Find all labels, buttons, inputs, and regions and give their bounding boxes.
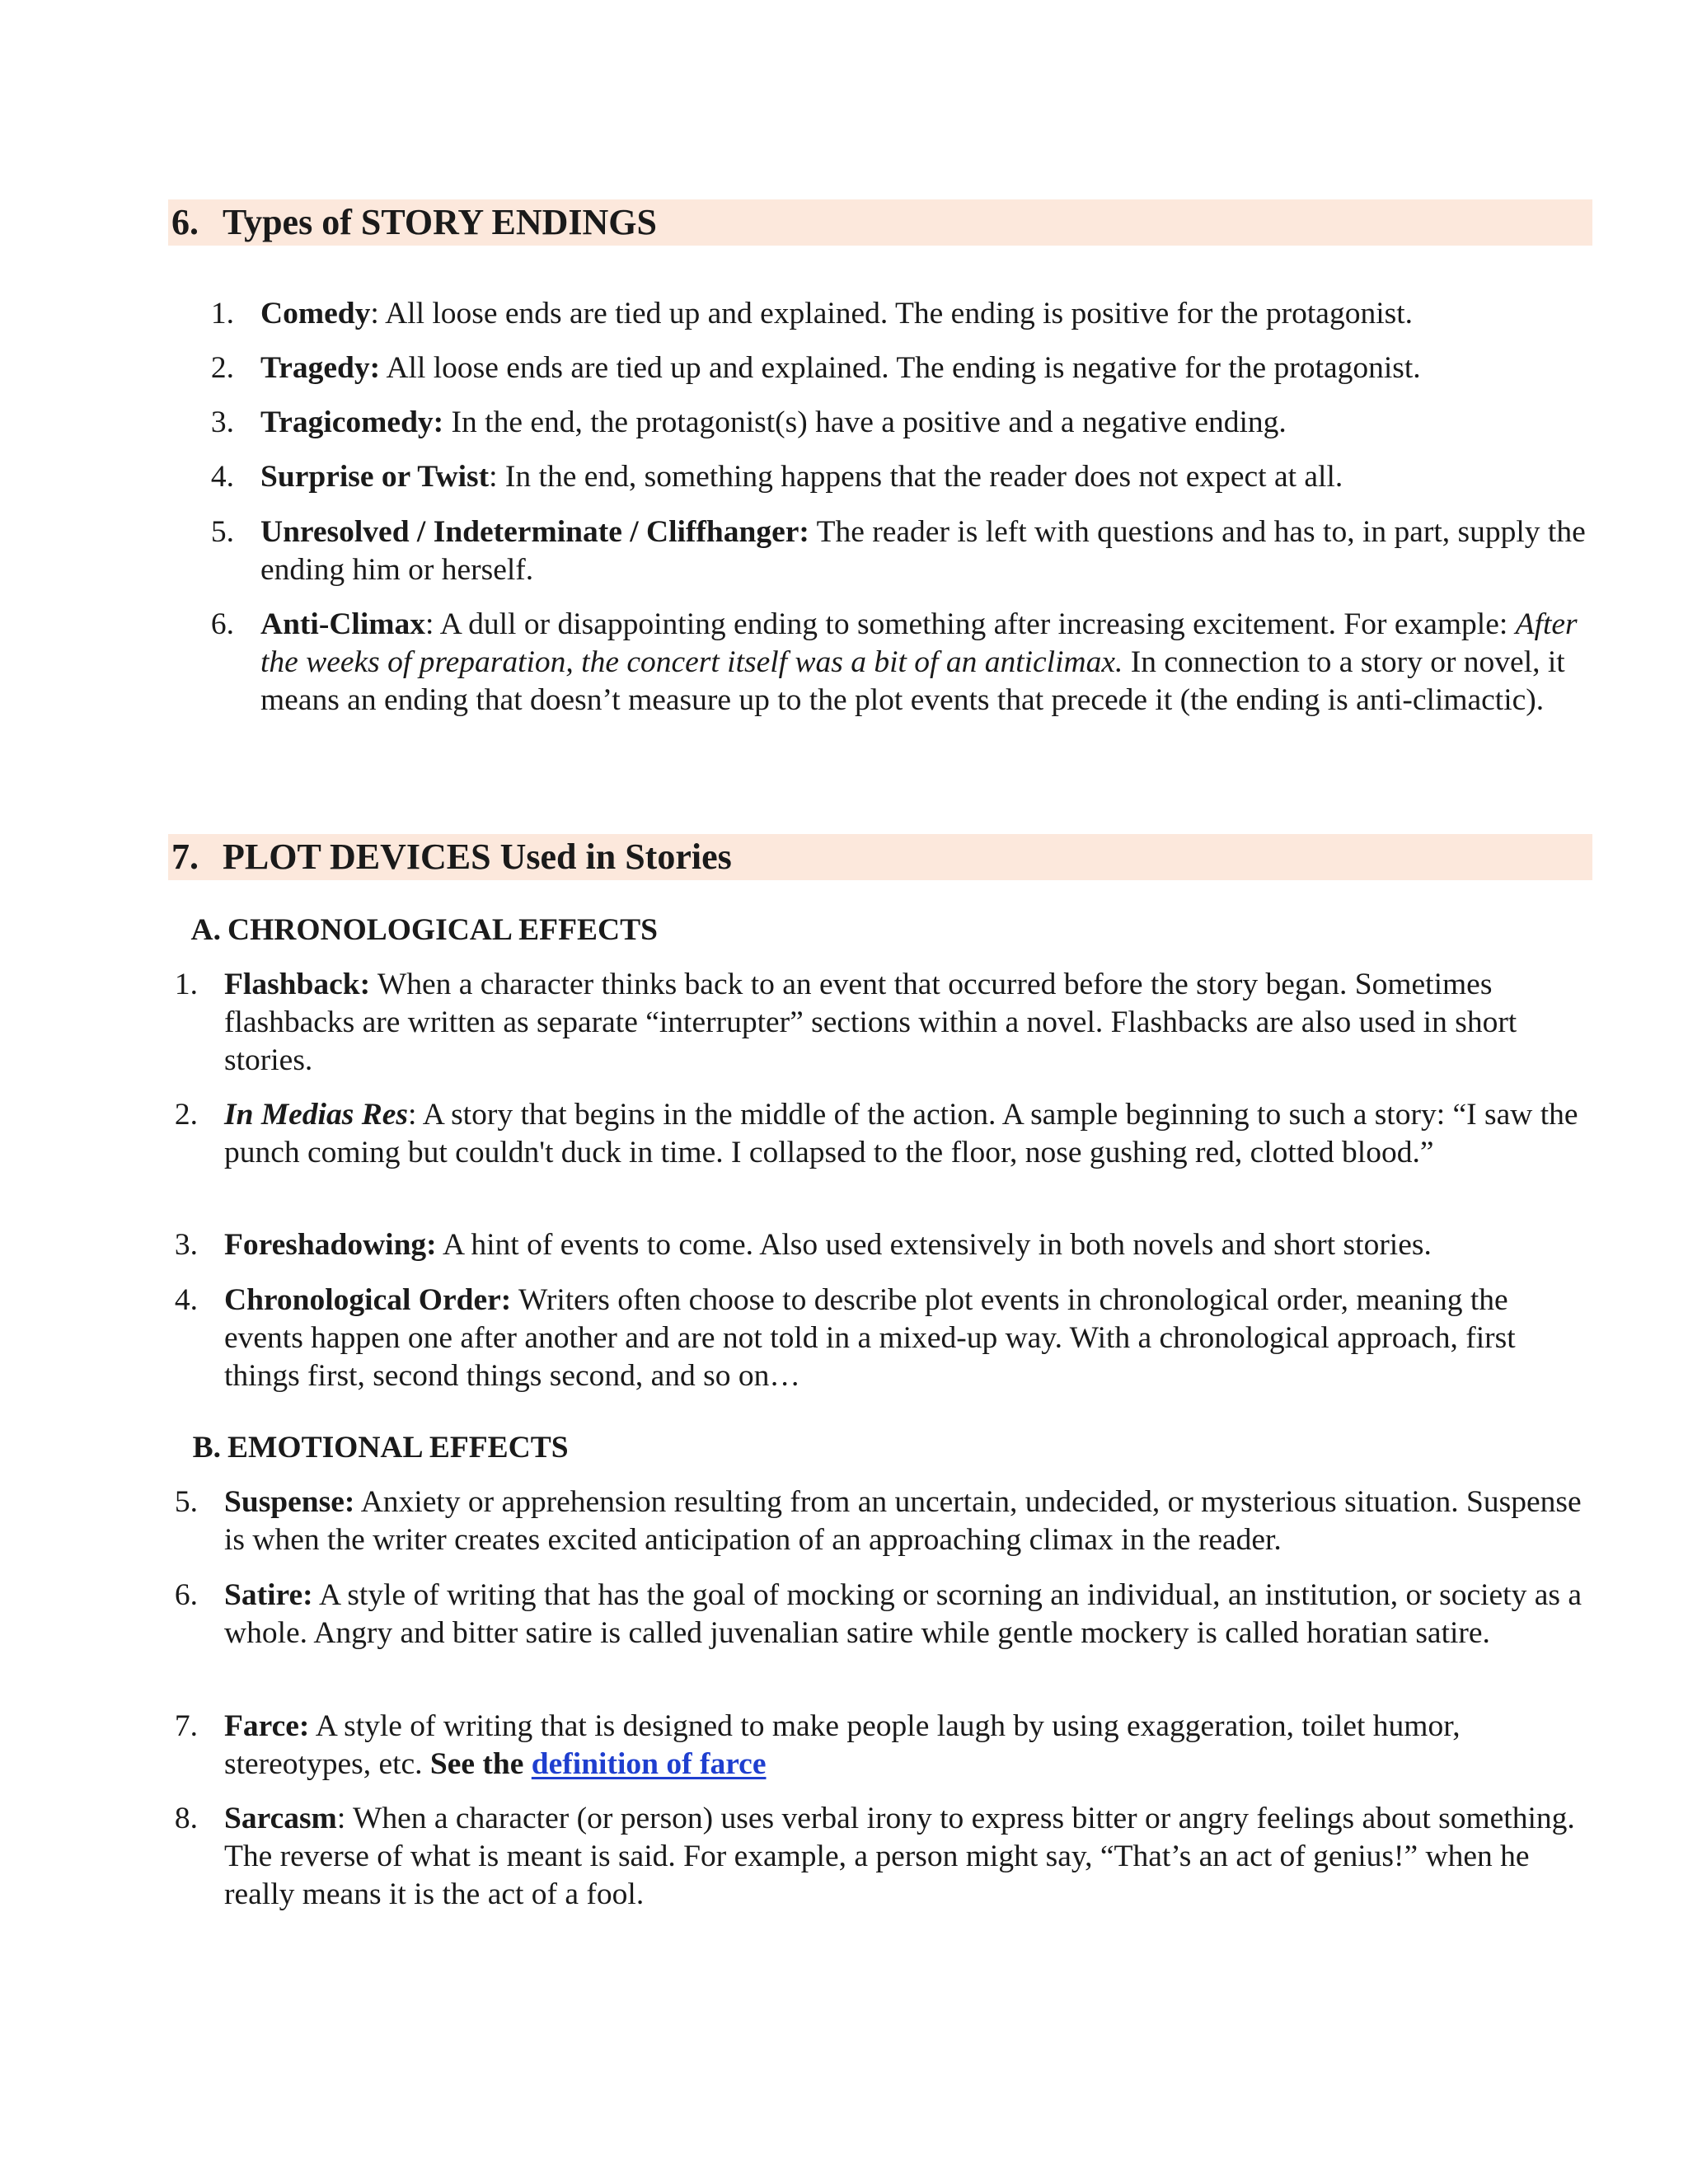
item-text: When a character thinks back to an event that occurred before the story began. Sometimes flashbacks are written as separate “interrupter” sections within a novel. Flashbacks are also used in short stories. bbox=[224, 968, 1517, 1077]
item-text: The reader is left with questions and has to, in part, supply the ending him or herself. bbox=[260, 515, 1586, 587]
item-number: 8. bbox=[174, 1802, 198, 1835]
section-7-heading bbox=[168, 834, 1592, 880]
subheading-title: EMOTIONAL EFFECTS bbox=[227, 1431, 569, 1465]
item-term: Surprise or Twist bbox=[260, 460, 490, 494]
item-text: Writers often choose to describe plot events in chronological order, meaning the events happen one after another and are not told in a mixed-up way. With a chronological approach, first things first, second things second, and so on… bbox=[224, 1283, 1516, 1393]
item-term: Flashback: bbox=[224, 968, 371, 1001]
subheading-letter: B. bbox=[192, 1431, 221, 1465]
section-title: PLOT DEVICES Used in Stories bbox=[223, 837, 732, 877]
item-number: 4. bbox=[174, 1283, 198, 1317]
item-text: All loose ends are tied up and explained. The ending is negative for the protagonist. bbox=[386, 351, 1421, 385]
item-text: In the end, something happens that the reader does not expect at all. bbox=[504, 460, 1343, 494]
item-term: Sarcasm bbox=[224, 1802, 337, 1835]
item-term: Unresolved / Indeterminate / Cliffhanger: bbox=[260, 515, 809, 549]
item-text: A hint of events to come. Also used extensively in both novels and short stories. bbox=[442, 1228, 1432, 1262]
item-term: Comedy bbox=[260, 297, 371, 330]
item-term: Satire: bbox=[224, 1578, 313, 1612]
example-sentence: After the weeks of preparation, the concert itself was a bit of an anticlimax. bbox=[260, 607, 1578, 679]
section-number: 7. bbox=[171, 837, 199, 877]
subheading-title: CHRONOLOGICAL EFFECTS bbox=[227, 913, 658, 947]
item-number: 6. bbox=[210, 607, 234, 641]
item-text: All loose ends are tied up and explained. The ending is positive for the protagonist. bbox=[385, 297, 1414, 330]
item-text: Anxiety or apprehension resulting from an uncertain, undecided, or mysterious situation. Suspense is when the writer creates excited anticipation of an approaching climax in the reader. bbox=[224, 1485, 1582, 1557]
item-text: A story that begins in the middle of the action. A sample beginning to such a story: “I saw the punch coming but couldn't duck in time. I collapsed to the floor, nose gushing red, clotted blood.” bbox=[224, 1098, 1578, 1169]
item-number: 1. bbox=[210, 297, 234, 330]
item-term: Tragicomedy: bbox=[260, 405, 444, 439]
item-term: In Medias Res bbox=[224, 1098, 408, 1132]
section-number: 6. bbox=[171, 202, 199, 242]
item-term: Suspense: bbox=[224, 1485, 355, 1519]
item-number: 2. bbox=[210, 351, 234, 385]
item-number: 3. bbox=[210, 405, 234, 439]
item-number: 7. bbox=[174, 1709, 198, 1743]
item-term: Chronological Order: bbox=[224, 1283, 512, 1317]
section-6-heading bbox=[168, 199, 1592, 246]
subheading-letter: A. bbox=[190, 913, 221, 947]
section-title: Types of STORY ENDINGS bbox=[223, 202, 657, 242]
item-text-continued: In connection to a story or novel, it means an ending that doesn’t measure up to the plot events that precede it (the ending is anti-climactic). bbox=[260, 645, 1565, 717]
item-term: Tragedy: bbox=[260, 351, 381, 385]
see-the-label: See the bbox=[429, 1747, 532, 1781]
definition-of-farce-link[interactable]: definition of farce bbox=[531, 1747, 767, 1781]
item-text: In the end, the protagonist(s) have a positive and a negative ending. bbox=[451, 405, 1287, 439]
item-number: 5. bbox=[174, 1485, 198, 1519]
item-text: A style of writing that has the goal of mocking or scorning an individual, an institution, or society as a whole. Angry and bitter satire is called juvenalian satire while gentle mockery is called horatian satire. bbox=[224, 1578, 1582, 1650]
item-number: 3. bbox=[174, 1228, 198, 1262]
item-text: A style of writing that is designed to make people laugh by using exaggeration, toilet humor, stereotypes, etc. bbox=[224, 1709, 1461, 1781]
item-term: Anti-Climax bbox=[260, 607, 425, 641]
item-number: 1. bbox=[174, 968, 198, 1001]
item-term: Farce: bbox=[224, 1709, 310, 1743]
item-number: 5. bbox=[210, 515, 234, 549]
item-number: 2. bbox=[174, 1098, 198, 1132]
item-text: A dull or disappointing ending to something after increasing excitement. For example: bbox=[439, 607, 1516, 641]
item-term: Foreshadowing: bbox=[224, 1228, 437, 1262]
item-number: 4. bbox=[210, 460, 234, 494]
item-number: 6. bbox=[174, 1578, 198, 1612]
item-text: When a character (or person) uses verbal irony to express bitter or angry feelings about something. The reverse of what is meant is said. For example, a person might say, “That’s an act of genius!” when he really means it is the act of a fool. bbox=[224, 1802, 1575, 1911]
